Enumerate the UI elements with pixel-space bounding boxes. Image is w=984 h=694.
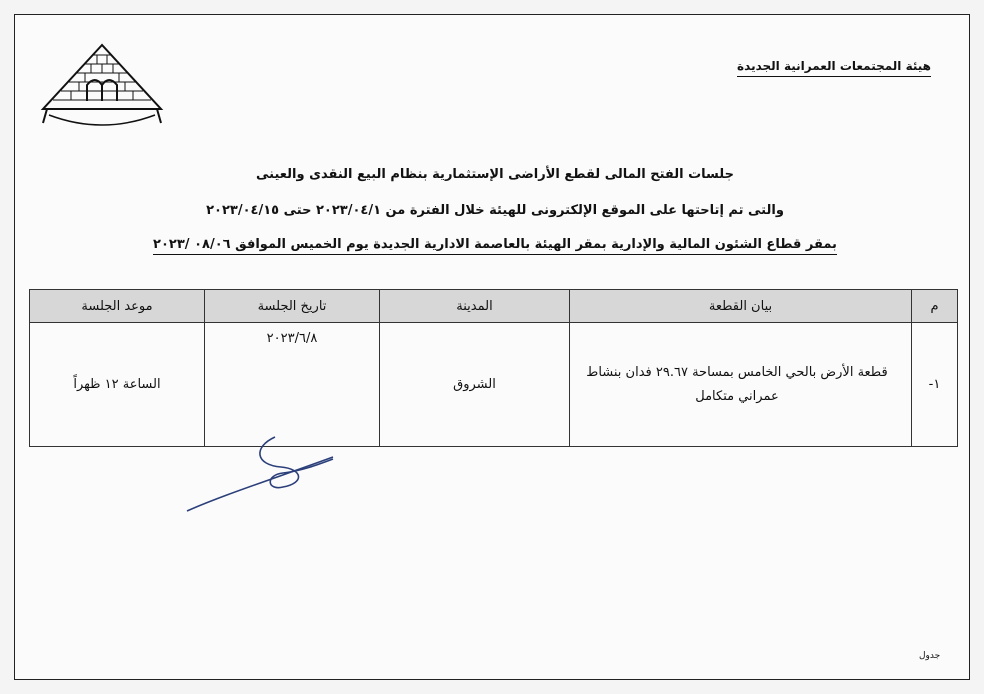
cell-description: قطعة الأرض بالحي الخامس بمساحة ٢٩.٦٧ فدان بنشاط عمراني متكامل — [570, 323, 912, 447]
session-location — [135, 237, 855, 252]
land-plots-table — [29, 289, 958, 447]
col-header-city: المدينة — [380, 290, 570, 323]
col-header-description: بيان القطعة — [570, 290, 912, 323]
cell-date: ٢٠٢٣/٦/٨ — [205, 323, 380, 447]
organization-name: هيئة المجتمعات العمرانية الجديدة — [737, 59, 931, 77]
cell-city: الشروق — [380, 323, 570, 447]
table-row — [30, 323, 958, 447]
footer-label: جدول — [919, 651, 941, 661]
table-header-row — [30, 290, 958, 323]
session-location-text: بمقر قطاع الشئون المالية والإدارية بمقر الهيئة بالعاصمة الادارية الجديدة يوم الخميس الموافق ٠٨/٠٦ /٢٠٢٣ — [153, 237, 837, 255]
cell-time: الساعة ١٢ ظهراً — [30, 323, 205, 447]
document-subtitle: والتى تم إتاحتها على الموقع الإلكترونى للهيئة خلال الفترة من ٢٠٢٣/٠٤/١ حتى ٢٠٢٣/٠٤/١٥ — [206, 203, 784, 218]
cell-number: ١- — [912, 323, 958, 447]
col-header-time: موعد الجلسة — [30, 290, 205, 323]
signature — [183, 435, 353, 525]
organization-logo — [39, 43, 165, 139]
col-header-number: م — [912, 290, 958, 323]
col-header-date: تاريخ الجلسة — [205, 290, 380, 323]
document-title: جلسات الفتح المالى لقطع الأراضى الإستثمارية بنظام البيع النقدى والعينى — [256, 167, 734, 182]
document-page — [14, 14, 970, 680]
